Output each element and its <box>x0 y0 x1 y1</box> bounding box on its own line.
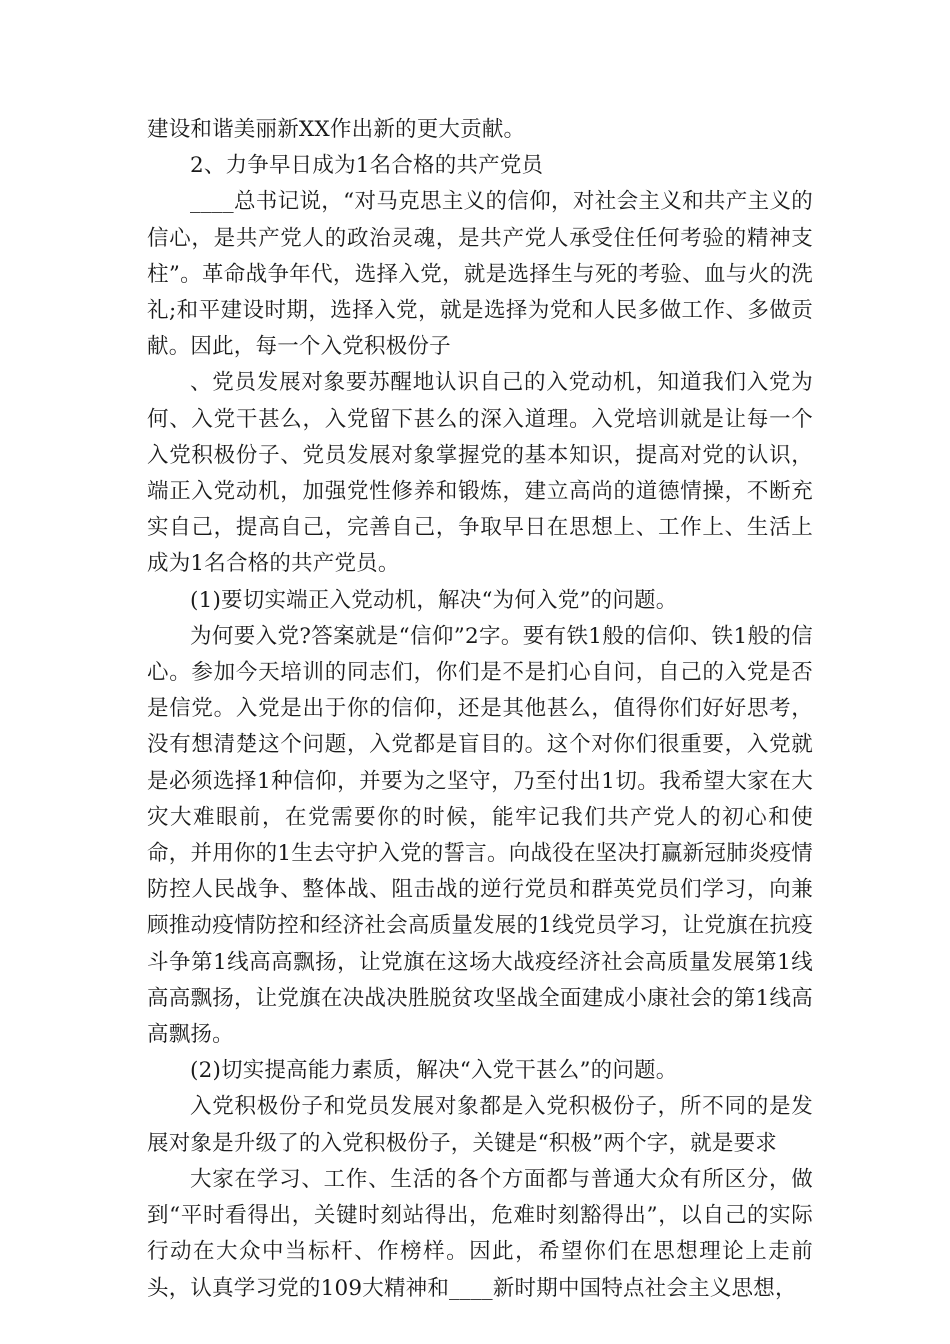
paragraph-6: 为何要入党?答案就是“信仰”2字。要有铁1般的信仰、铁1般的信心。参加今天培训的同志们，你们是不是扪心自问，自己的入党是否是信党。入党是出于你的信仰，还是其他甚么，值得你们好好思考，没有想清楚这个问题，入党都是盲目的。这个对你们很重要，入党就是必须选择1种信仰，并要为之坚守，乃至付出1切。我希望大家在大灾大难眼前，在党需要你的时候，能牢记我们共产党人的初心和使命，并用你的1生去守护入党的誓言。向战役在坚决打赢新冠肺炎疫情防控人民战争、整体战、阻击战的逆行党员和群英党员们学习，向兼顾推动疫情防控和经济社会高质量发展的1线党员学习，让党旗在抗疫斗争第1线高高飘扬，让党旗在这场大战疫经济社会高质量发展第1线高高飘扬，让党旗在决战决胜脱贫攻坚战全面建成小康社会的第1线高高飘扬。 <box>147 623 813 1048</box>
paragraph-4: 、党员发展对象要苏醒地认识自己的入党动机，知道我们入党为何、入党干甚么，入党留下甚么的深入道理。入党培训就是让每一个入党积极份子、党员发展对象掌握党的基本知识，提高对党的认识，端正入党动机，加强党性修养和锻炼，建立高尚的道德情操，不断充实自己，提高自己，完善自己，争取早日在思想上、工作上、生活上成为1名合格的共产党员。 <box>147 370 813 577</box>
paragraph-5-subheading: (1)要切实端正入党动机，解决“为何入党”的问题。 <box>190 587 678 613</box>
paragraph-9: 大家在学习、工作、生活的各个方面都与普通大众有所区分，做到“平时看得出，关键时刻站得出，危难时刻豁得出”，以自己的实际行动在大众中当标杆、作榜样。因此，希望你们在思想理论上走前头，认真学习党的109大精神和____新时期中国特点社会主义思想， <box>147 1166 813 1301</box>
document-body <box>147 112 813 1307</box>
paragraph-8: 入党积极份子和党员发展对象都是入党积极份子，所不同的是发展对象是升级了的入党积极份子，关键是“积极”两个字，就是要求 <box>147 1094 813 1156</box>
paragraph-3: ____总书记说，“对马克思主义的信仰，对社会主义和共产主义的信心，是共产党人的政治灵魂，是共产党人承受住任何考验的精神支柱”。革命战争年代，选择入党，就是选择生与死的考验、血与火的洗礼;和平建设时期，选择入党，就是选择为党和人民多做工作、多做贡献。因此，每一个入党积极份子 <box>147 189 813 360</box>
paragraph-1: 建设和谐美丽新XX作出新的更大贡献。 <box>147 117 526 142</box>
paragraph-7-subheading: (2)切实提高能力素质，解决“入党干甚么”的问题。 <box>190 1058 678 1084</box>
paragraph-2-heading: 2、力争早日成为1名合格的共产党员 <box>190 153 544 179</box>
